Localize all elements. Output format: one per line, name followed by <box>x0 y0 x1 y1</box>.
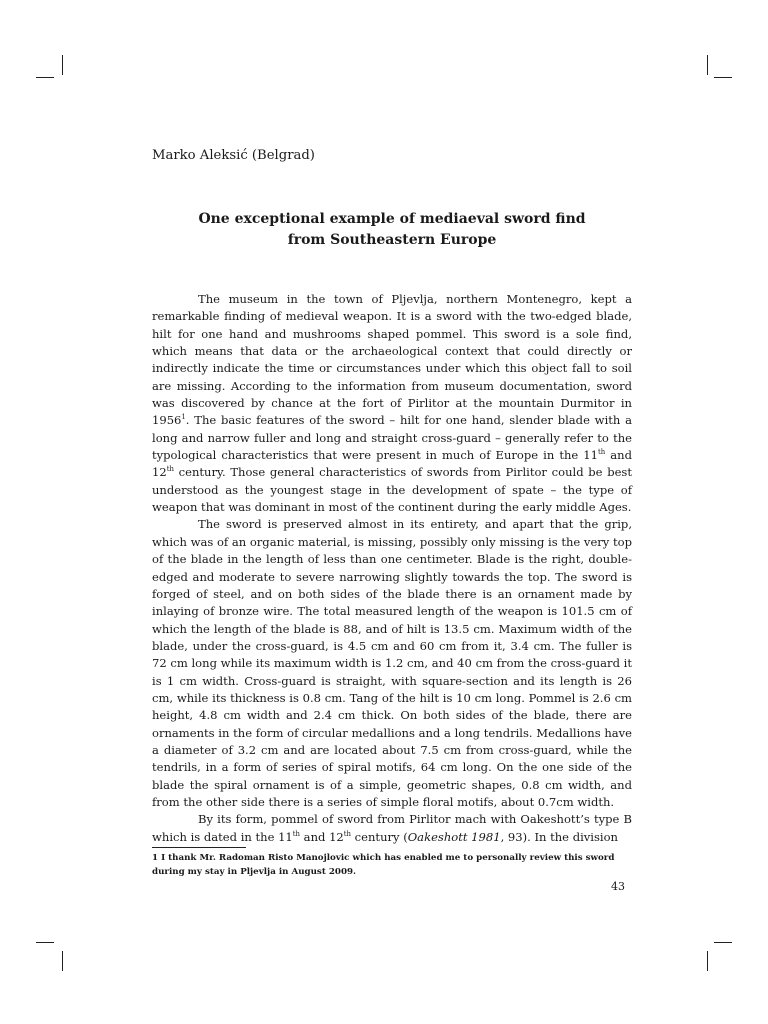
crop-mark <box>62 951 63 971</box>
crop-mark <box>707 55 708 75</box>
citation: Oakeshott 1981 <box>407 829 501 844</box>
author-line: Marko Aleksić (Belgrad) <box>152 148 315 163</box>
paragraph-1 <box>152 291 632 516</box>
ordinal-suffix: th <box>343 829 352 838</box>
text-run: , 93). In the division <box>500 829 618 844</box>
text-run: and 12 <box>152 448 632 480</box>
crop-mark <box>36 942 54 943</box>
text-run: and 12 <box>300 829 344 844</box>
title-line-2: from Southeastern Europe <box>287 232 497 248</box>
crop-mark <box>707 951 708 971</box>
text-run: The museum in the town of Pljevlja, northern Montenegro, kept a remarkable finding of medieval weapon. It is a sword with the two-edged blade, hilt for one hand and mushrooms shaped pommel. This sword is a sole find, which means that data or the archaeological context that could directly or indirectly indicate the time or circumstances under which this object fall to soil are missing. According to the information from museum documentation, sword was discovered by chance at the fort of Pirlitor at the mountain Durmitor in 1956 <box>152 292 632 428</box>
article-title <box>152 209 632 251</box>
footnote-ref[interactable]: 1 <box>181 413 186 422</box>
title-line-1: One exceptional example of mediaeval sword find <box>198 211 586 227</box>
ordinal-suffix: th <box>597 448 606 457</box>
crop-mark <box>62 55 63 75</box>
text-run: century ( <box>351 829 408 844</box>
page-number: 43 <box>611 880 625 893</box>
crop-mark <box>36 77 54 78</box>
paragraph-2: The sword is preserved almost in its entirety, and apart that the grip, which was of an organic material, is missing, possibly only missing is the very top of the blade in the length of less than one centimeter. Blade is the right, double-edged and moderate to severe narrowing slightly towards the top. The sword is forged of steel, and on both sides of the blade there is an ornament made by inlaying of bronze wire. The total measured length of the weapon is 101.5 cm of which the length of the blade is 88, and of hilt is 13.5 cm. Maximum width of the blade, under the cross-guard, is 4.5 cm and 60 cm from it, 3.4 cm. The fuller is 72 cm long while its maximum width is 1.2 cm, and 40 cm from the cross-guard it is 1 cm width. Cross-guard is straight, with square-section and its length is 26 cm, while its thickness is 0.8 cm. Tang of the hilt is 10 cm long. Pommel is 2.6 cm height, 4.8 cm width and 2.4 cm thick. On both sides of the blade, there are ornaments in the form of circular medallions and a long tendrils. Medallions have a diameter of 3.2 cm and are located about 7.5 cm from cross-guard, while the tendrils, in a form of series of spiral motifs, 64 cm long. On the one side of the blade the spiral ornament is of a simple, geometric shapes, 0.8 cm width, and from the other side there is a series of simple floral motifs, about 0.7cm width. <box>152 517 632 809</box>
crop-mark <box>714 942 732 943</box>
footnote: 1 I thank Mr. Radoman Risto Manojlovic which has enabled me to personally review this sword during my stay in Pljevlja in August 2009. <box>152 853 615 877</box>
footnote-divider <box>152 847 246 848</box>
text-run: . The basic features of the sword – hilt for one hand, slender blade with a long and narrow fuller and long and straight cross-guard – generally refer to the typological characteristics that were present in much of Europe in the 11 <box>152 413 632 463</box>
crop-mark <box>714 77 732 78</box>
text-run: By its form, pommel of sword from Pirlitor mach with Oakeshott’s type B which is dated in the 11 <box>152 812 632 844</box>
article-body <box>152 291 632 846</box>
text-run: century. Those general characteristics of swords from Pirlitor could be best understood as the youngest stage in the development of spate – the type of weapon that was dominant in most of the continent during the early middle Ages. <box>152 465 632 515</box>
paragraph-3 <box>152 811 632 846</box>
ordinal-suffix: th <box>292 829 301 838</box>
ordinal-suffix: th <box>166 465 174 474</box>
